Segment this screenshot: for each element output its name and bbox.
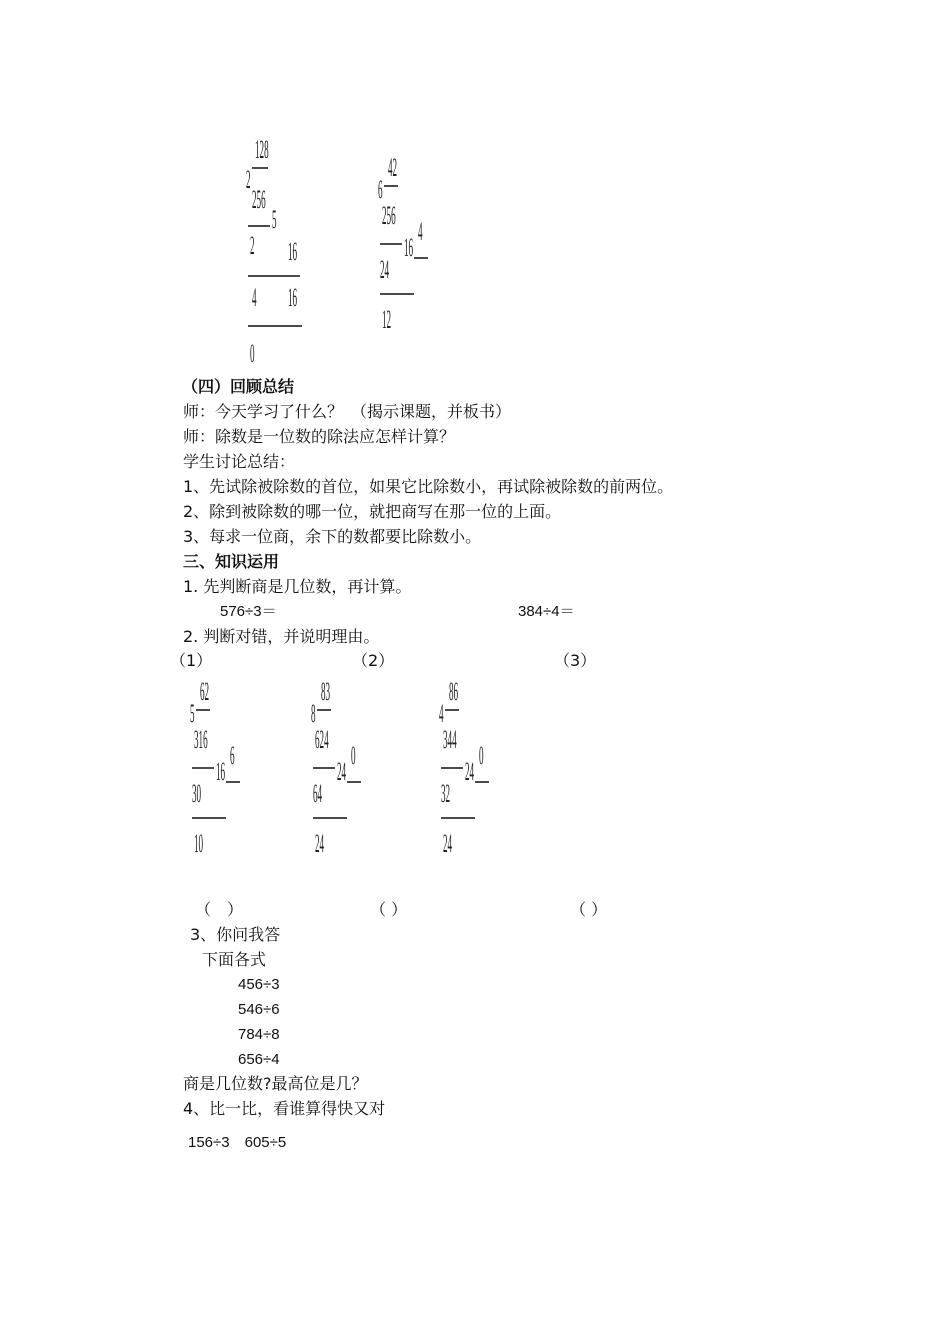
rule-1: 1、先试除被除数的首位，如果它比除数小，再试除被除数的前两位。 [183, 477, 674, 496]
final-remainder: 12 [382, 306, 392, 335]
divisor: 6 [378, 176, 383, 205]
question-1: 1. 先判断商是几位数，再计算。 [183, 577, 412, 596]
section4-line3: 学生讨论总结： [183, 452, 296, 471]
q3-item-4: 656÷4 [238, 1051, 280, 1068]
expression-2: 384÷4＝ [518, 603, 575, 620]
final-remainder: 0 [250, 340, 255, 369]
divisor: 5 [190, 700, 195, 729]
section4-line1: 师：今天学习了什么？ （揭示课题，并板书） [183, 402, 512, 421]
dividend: 256 [382, 202, 396, 231]
mid-value: 5 [272, 206, 277, 235]
q3-item-3: 784÷8 [238, 1026, 280, 1043]
divisor: 4 [439, 700, 444, 729]
question-3: 3、你问我答 [190, 925, 281, 944]
mid-value-1: 16 [216, 758, 226, 787]
rule-3: 3、每求一位商，余下的数都要比除数小。 [183, 527, 482, 546]
quotient: 42 [388, 154, 398, 183]
rule-2: 2、除到被除数的哪一位，就把商写在那一位的上面。 [183, 502, 562, 521]
question-2: 2. 判断对错，并说明理由。 [183, 627, 380, 646]
long-division-figure-1 [188, 676, 298, 896]
step-1: 30 [192, 780, 202, 809]
expression-1: 576÷3＝ [220, 603, 277, 620]
q3-item-1: 456÷3 [238, 976, 280, 993]
mid-value-1: 24 [465, 758, 475, 787]
step-1: 24 [380, 256, 390, 285]
quotient: 83 [321, 678, 331, 707]
step-1: 2 [250, 232, 255, 261]
quotient: 62 [200, 678, 210, 707]
label-1: （1） [170, 651, 213, 670]
final-remainder: 10 [194, 830, 204, 859]
dividend: 316 [194, 726, 208, 755]
step-2: 4 [252, 284, 257, 313]
final-remainder: 24 [443, 830, 453, 859]
dividend: 256 [252, 186, 266, 215]
dividend: 344 [443, 726, 457, 755]
q3-item-2: 546÷6 [238, 1001, 280, 1018]
label-2: （2） [352, 651, 395, 670]
remainder-1: 16 [288, 238, 298, 267]
long-division-figure-right [376, 152, 486, 372]
divisor: 8 [311, 700, 316, 729]
question-3-question: 商是几位数?最高位是几？ [183, 1074, 368, 1093]
mid-value-1: 16 [404, 234, 414, 263]
question-4-items: 156÷3 605÷5 [188, 1134, 287, 1151]
answer-blank-1[interactable]: （ ） [195, 900, 244, 919]
mid-value-2: 4 [418, 218, 423, 247]
long-division-figure-2 [309, 676, 419, 896]
long-division-figure-left [240, 130, 350, 370]
mid-value-2: 6 [230, 742, 235, 771]
mid-value-2: 0 [479, 742, 484, 771]
answer-blank-3[interactable]: （ ） [570, 900, 608, 919]
step-1: 32 [441, 780, 451, 809]
quotient: 128 [255, 136, 269, 165]
dividend: 624 [315, 726, 329, 755]
final-remainder: 24 [315, 830, 325, 859]
answer-blank-2[interactable]: （ ） [370, 900, 408, 919]
remainder-2: 16 [288, 284, 298, 313]
mid-value-1: 24 [337, 758, 347, 787]
question-3-intro: 下面各式 [202, 950, 267, 969]
label-3: （3） [554, 651, 597, 670]
long-division-figure-3 [437, 676, 547, 896]
section4-line2: 师：除数是一位数的除法应怎样计算？ [183, 427, 456, 446]
section3-heading: 三、知识运用 [183, 552, 280, 571]
quotient: 86 [449, 678, 459, 707]
section4-heading: （四）回顾总结 [182, 377, 295, 396]
question-4: 4、比一比，看谁算得快又对 [183, 1099, 386, 1118]
divisor: 2 [246, 166, 251, 195]
step-1: 64 [313, 780, 323, 809]
mid-value-2: 0 [351, 742, 356, 771]
